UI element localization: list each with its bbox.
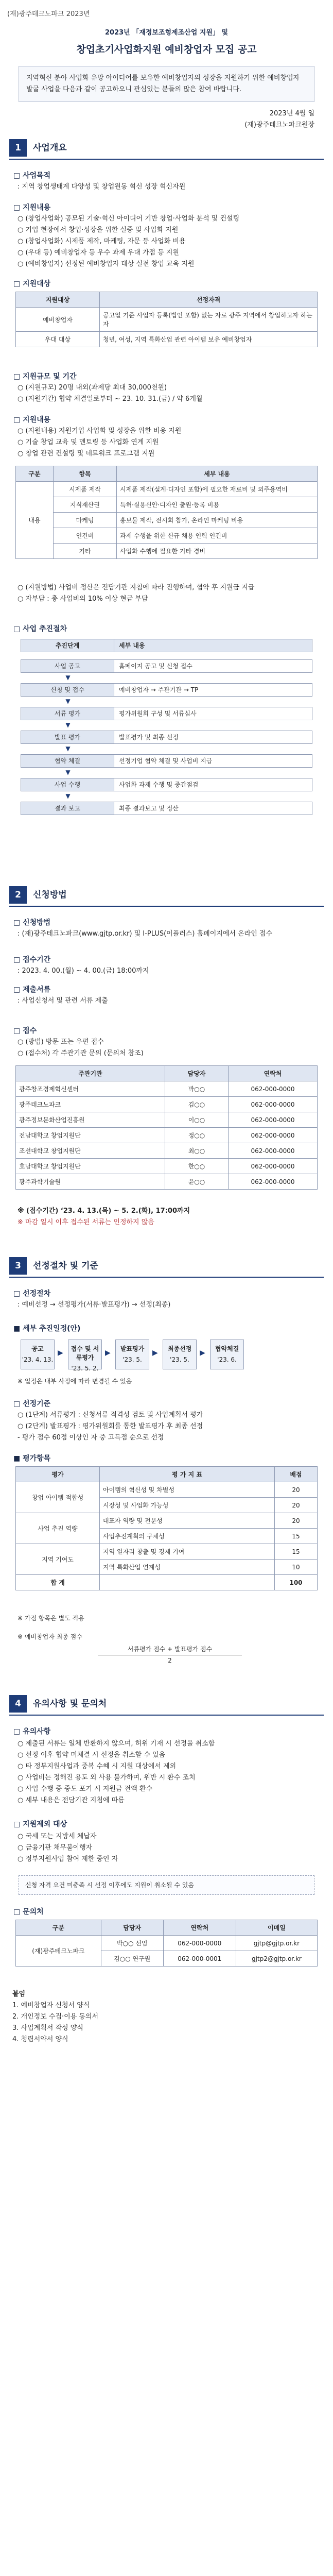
detail-line: ○ 창업 관련 컨설팅 및 네트워크 프로그램 지원 [17,450,155,457]
table-cell: 062-000-0000 [229,1174,318,1190]
table-cell: 광주테크노파크 [16,1097,165,1112]
criteria-line: - 평가 점수 60점 이상인 자 중 고득점 순으로 선정 [17,1434,164,1442]
method-text: : (재)광주테크노파크(www.gjtp.or.kr) 및 I-PLUS(이플러스) 홈페이지에서 온라인 접수 [17,930,273,938]
table-cell: 지역 특화산업 연계성 [100,1560,275,1575]
contact-line: ○ (접수처) 각 주관기관 문의 (문의처 참조) [17,1049,144,1057]
support-label: □ 지원내용 [13,204,51,212]
table-cell: 시장성 및 사업화 가능성 [100,1498,275,1513]
table-row [16,332,318,347]
section-number: 4 [9,1695,27,1713]
intro-text: 지역혁신 분야 사업화 유망 아이디어를 보유한 예비창업자의 성장을 지원하기 위한 예비창업자 발굴 사업을 다음과 같이 공고하오니 관심있는 분들의 많은 참여 바랍니다. [26,74,300,93]
notice-line: ○ 제출된 서류는 일체 반환하지 않으며, 허위 기재 시 선정을 취소함 [17,1740,215,1748]
detail-label: □ 지원내용 [13,416,51,424]
detail-line: ○ (지원내용) 지원기업 사업화 및 성장을 위한 비용 지원 [17,427,182,435]
schedule-step [210,1340,244,1369]
scale-line: ○ (지원기간) 협약 체결일로부터 ~ 23. 10. 31.(금) / 약 6개월 [17,395,203,403]
notice-line: ○ 사업 수행 중 중도 포기 시 지원금 전액 환수 [17,1785,153,1793]
table-row [16,1936,318,1951]
table-cell: 윤○○ [165,1174,229,1190]
table-cell: 조선대학교 창업지원단 [16,1143,165,1159]
scale-list [17,382,313,405]
schedule-step-date: '23. 5. [122,1356,142,1363]
notice-line: ○ 선정 이후 협약 미체결 시 선정을 취소할 수 있음 [17,1751,166,1759]
schedule-step [21,1340,55,1369]
table-cell: (재)광주테크노파크 [16,1936,101,1967]
table-cell: 20 [275,1498,318,1513]
table-cell: 청년, 여성, 지역 특화산업 관련 아이템 보유 예비창업자 [100,332,318,347]
table-cell: 지식재산권 [54,497,117,513]
scale-line: ○ (지원규모) 20명 내외(과제당 최대 30,000천원) [17,384,167,392]
table-cell: 과제 수행을 위한 신규 채용 인력 인건비 [117,528,318,544]
section-divider [9,1277,324,1278]
table-cell: 김○○ 연구원 [101,1951,163,1967]
note-box-text: 신청 자격 요건 미충족 시 선정 이후에도 지원이 취소될 수 있음 [25,1882,194,1889]
table-cell: 기타 [54,544,117,559]
table-cell: 창업 아이템 적합성 [16,1482,100,1513]
purpose-text: : 지역 창업생태계 다양성 및 창업원동 혁신 성장 혁신자원 [17,183,186,191]
support-line: ○ (우대 등) 예비창업자 등 우수 과제 우대 가점 등 지원 [17,249,179,257]
flow-header-step: 추진단계 [21,639,114,652]
intro-box [19,66,314,102]
criteria-label: □ 선정기준 [13,1400,51,1408]
table-row [16,482,318,497]
support-list [17,213,313,270]
contact-list [17,1037,313,1059]
docs-label: □ 제출서류 [13,986,51,994]
table-cell: 지역 기여도 [16,1544,100,1575]
flow-step-detail: 평가위원회 구성 및 서류심사 [119,710,197,717]
table-header-cell: 배점 [275,1467,318,1482]
docs-text: : 사업신청서 및 관련 서류 제출 [17,997,108,1005]
flow-step [21,731,312,744]
right-arrow-icon: ▶ [58,1349,63,1357]
table-cell[interactable]: gjtp2@gjtp.or.kr [236,1951,317,1967]
support-line: ○ (예비창업자) 선정된 예비창업자 대상 실전 창업 교육 지원 [17,260,195,268]
exclude-line: ○ 금융기관 채무불이행자 [17,1844,93,1852]
flow-header [21,639,312,652]
criteria-list [17,1410,313,1444]
section-title: 선정절차 및 기준 [33,1261,98,1271]
table-cell: 홍보물 제작, 전시회 참가, 온라인 마케팅 비용 [117,513,318,528]
table-cell: 이○○ [165,1112,229,1128]
schedule-step-title: 발표평가 [120,1345,145,1352]
schedule-step [163,1340,197,1369]
eval-label: ■ 평가항목 [13,1454,51,1463]
section-header-3 [9,1257,324,1275]
table-cell: 사업화 수행에 필요한 기타 경비 [117,544,318,559]
cost-table [15,466,318,559]
table-cell: 062-000-0000 [229,1081,318,1097]
cost-notes [17,582,313,605]
flow-step [21,778,312,791]
notice-list [17,1738,313,1806]
table-cell: 공고일 기준 사업자 등록(법인 포함) 없는 자로 광주 지역에서 창업하고자 하는 자 [100,308,318,332]
section-header-2 [9,886,324,904]
method-label: □ 신청방법 [13,919,51,927]
contact-line: ○ (방법) 방문 또는 우편 접수 [17,1038,104,1046]
table-header-cell: 구분 [16,1920,101,1936]
exclude-label: □ 지원제외 대상 [13,1820,67,1828]
schedule-step-title: 접수 및 서류평가 [71,1345,99,1361]
table-cell: 광주창조경제혁신센터 [16,1081,165,1097]
section-header-1 [9,139,324,157]
flow-step-detail: 발표평가 및 최종 선정 [119,734,179,741]
section-number: 2 [9,886,27,904]
score-formula [77,1645,262,1664]
note-box [19,1875,314,1895]
score-formula-label: ※ 예비창업자 최종 점수 [17,1633,82,1640]
down-arrow-icon: ▼ [65,769,71,776]
flow-step-title: 결과 보고 [21,802,114,815]
intro-signer: (재)광주테크노파크원장 [244,121,314,129]
table-header-row [16,1066,318,1081]
table-row [16,1097,318,1112]
exclude-line: ○ 정부지원사업 참여 제한 중인 자 [17,1855,118,1863]
table-header-cell: 주관기관 [16,1066,165,1081]
table-header-cell: 평가 [16,1467,100,1482]
table-cell: 20 [275,1513,318,1529]
table-header-cell: 선정자격 [100,292,318,308]
detail-line: ○ 기술 창업 교육 및 멘토링 등 사업화 연계 지원 [17,438,159,446]
down-arrow-icon: ▼ [65,721,71,728]
table-cell: 10 [275,1560,318,1575]
table-cell: 예비창업자 [16,308,100,332]
scale-label: □ 지원규모 및 기간 [13,372,77,381]
table-cell [100,1575,275,1590]
table-cell: 박○○ [165,1081,229,1097]
support-line: ○ (창업사업화) 시제품 제작, 마케팅, 자문 등 사업화 비용 [17,238,186,245]
flow-step [21,707,312,720]
attachment-item: 3. 사업계획서 작성 양식 [12,2024,83,2032]
deadline-note: ※ 마감 일시 이후 접수된 서류는 인정하지 않음 [17,1218,154,1226]
section-divider [9,906,324,907]
notice-line: ○ 사업비는 정해진 용도 외 사용 불가하며, 위반 시 환수 조치 [17,1774,196,1782]
notice-label: □ 유의사항 [13,1727,51,1736]
proc-label: □ 선정절차 [13,1290,51,1298]
table-cell: 한○○ [165,1159,229,1174]
table-cell: 062-000-0001 [163,1951,236,1967]
table-row [16,1544,318,1560]
purpose-label: □ 사업목적 [13,172,51,180]
table-cell: 15 [275,1544,318,1560]
flow-step-title: 발표 평가 [21,731,114,743]
table-row [16,308,318,332]
table-cell: 062-000-0000 [229,1112,318,1128]
table-cell: 합 계 [16,1575,100,1590]
flow-step [21,754,312,768]
flow-step-detail: 최종 결과보고 및 정산 [119,805,179,812]
flow-step [21,802,312,815]
criteria-line: ○ (1단계) 서류평가 : 신청서류 적격성 검토 및 사업계획서 평가 [17,1411,203,1419]
table-cell: 아이템의 혁신성 및 차별성 [100,1482,275,1498]
schedule-step-date: '23. 5. [170,1356,189,1363]
flow-step [21,683,312,697]
right-arrow-icon: ▶ [200,1349,205,1357]
schedule-step-date: '23. 6. [217,1356,237,1363]
down-arrow-icon: ▼ [65,792,71,800]
attachments [12,1989,321,2045]
table-row [16,1128,318,1143]
intro-sign [19,108,314,131]
table-row [16,1081,318,1097]
header-org: (재)광주테크노파크 2023년 [7,10,90,18]
table-cell: 특허·실용신안·디자인 출원·등록 비용 [117,497,318,513]
flow-step-detail: 홈페이지 공고 및 신청 접수 [119,663,192,670]
table-header-cell: 항목 [54,466,117,482]
support-line: ○ (창업사업화) 공모된 기술·혁신 아이디어 기반 창업·사업화 분석 및 컨설팅 [17,215,240,223]
cost-note: ○ (지원방법) 사업비 정산은 전담기관 지침에 따라 진행하며, 협약 후 지원금 지급 [17,584,255,591]
score-numerator: 서류평가 점수 + 발표평가 점수 [127,1646,213,1653]
table-row [16,1112,318,1128]
schedule-label: ■ 세부 추진일정(안) [13,1325,81,1333]
schedule-step [68,1340,102,1372]
down-arrow-icon: ▼ [65,745,71,752]
table-cell: 전남대학교 창업지원단 [16,1128,165,1143]
notice-line: ○ 세부 내용은 전담기관 지침에 따름 [17,1797,125,1804]
table-cell: 내용 [16,482,54,559]
attachment-item: 1. 예비창업자 신청서 양식 [12,2002,90,2009]
table-cell: 마케팅 [54,513,117,528]
table-header-row [16,466,318,482]
proc-text: : 예비선정 → 선정평가(서류·발표평가) → 선정(최종) [17,1301,171,1309]
table-cell: 광주과학기술원 [16,1174,165,1190]
flow-header-detail: 세부 내용 [119,642,145,649]
table-header-cell: 담당자 [165,1066,229,1081]
table-header-cell: 이메일 [236,1920,317,1936]
support-line: ○ 기업 현장에서 창업·성장을 위한 실증 및 사업화 지원 [17,226,179,234]
schedule-note: ※ 일정은 내부 사정에 따라 변경될 수 있음 [17,1378,132,1385]
deadline-block [17,1206,313,1228]
table-row [16,1143,318,1159]
schedule-step-title: 협약체결 [215,1345,239,1352]
table-cell: 박○○ 선임 [101,1936,163,1951]
score-denominator: 2 [168,1657,172,1664]
cost-note: ○ 자부담 : 총 사업비의 10% 이상 현금 부담 [17,595,148,603]
section-header-4 [9,1695,324,1713]
table-cell: 인건비 [54,528,117,544]
attachment-item: 4. 청렴서약서 양식 [12,2036,68,2043]
attachment-item: 2. 개인정보 수집·이용 동의서 [12,2013,99,2021]
detail-list [17,426,313,460]
flow-step-title: 협약 체결 [21,755,114,767]
table-header-cell: 지원대상 [16,292,100,308]
eval-note: ※ 가점 항목은 별도 적용 [17,1615,84,1622]
table-header-row [16,292,318,308]
period-label: □ 접수기간 [13,956,51,964]
table-cell: 호남대학교 창업지원단 [16,1159,165,1174]
table-row [16,1575,318,1590]
table-cell: 062-000-0000 [229,1097,318,1112]
flow-step [21,659,312,673]
table-cell: 15 [275,1529,318,1544]
title-year: 2023년 「재정보조형제조산업 지원」 및 [104,29,228,37]
down-arrow-icon: ▼ [65,698,71,705]
contact-label: □ 접수 [13,1027,37,1035]
schedule-step-title: 최종선정 [167,1345,192,1352]
table-row [16,528,318,544]
table-cell: 광주정보문화산업진흥원 [16,1112,165,1128]
table-cell: 사업추진계획의 구체성 [100,1529,275,1544]
right-arrow-icon: ▶ [105,1349,111,1357]
section-number: 1 [9,139,27,157]
page-title: 창업초기사업화지원 예비창업자 모집 공고 [76,44,257,55]
exclude-line: ○ 국세 또는 지방세 체납자 [17,1833,97,1840]
table-cell: 대표자 역량 및 전문성 [100,1513,275,1529]
table-cell: 정○○ [165,1128,229,1143]
schedule-step-date: '23. 5. 2. [71,1365,99,1372]
flow-step-title: 서류 평가 [21,707,114,720]
table-header-cell: 담당자 [101,1920,163,1936]
org-table [15,1065,318,1190]
section-divider [9,1715,324,1716]
section-title: 사업개요 [33,143,67,153]
table-cell: 사업 추진 역량 [16,1513,100,1544]
table-cell: 062-000-0000 [229,1143,318,1159]
table-row [16,1513,318,1529]
flow-label: □ 사업 추진절차 [13,625,67,633]
title-block [12,27,321,56]
table-cell: 김○○ [165,1097,229,1112]
attachments-label: 붙임 [12,1990,26,1998]
table-cell: 시제품 제작(설계·디자인 포함)에 필요한 재료비 및 외주용역비 [117,482,318,497]
table-row [16,1482,318,1498]
table-row [16,1159,318,1174]
eval-table [15,1466,318,1590]
section-title: 유의사항 및 문의처 [33,1699,107,1709]
flow-step-detail: 선정기업 협약 체결 및 사업비 지급 [119,757,213,765]
intro-date: 2023년 4월 일 [269,110,314,117]
flow-step-detail: 예비창업자 → 주관기관 → TP [119,686,199,693]
section-title: 신청방법 [33,890,67,900]
table-row [16,1174,318,1190]
table-header-cell: 평 가 지 표 [100,1467,275,1482]
target-table [15,292,318,347]
target-label: □ 지원대상 [13,280,51,288]
schedule-step-date: '23. 4. 13. [22,1356,54,1363]
flow-step-title: 신청 및 접수 [21,684,114,696]
table-cell: 062-000-0000 [229,1159,318,1174]
down-arrow-icon: ▼ [65,674,71,681]
exclude-list [17,1831,313,1865]
flow-step-title: 사업 수행 [21,778,114,791]
table-cell: 062-000-0000 [229,1128,318,1143]
section-divider [9,159,324,160]
table-cell[interactable]: gjtp@gjtp.or.kr [236,1936,317,1951]
inquiry-label: □ 문의처 [13,1908,44,1916]
table-row [16,497,318,513]
table-cell: 20 [275,1482,318,1498]
table-header-cell: 구분 [16,466,54,482]
criteria-line: ○ (2단계) 발표평가 : 평가위원회를 통한 발표평가 후 최종 선정 [17,1422,203,1430]
table-cell: 100 [275,1575,318,1590]
table-header-cell: 연락처 [163,1920,236,1936]
table-row [16,513,318,528]
section-number: 3 [9,1257,27,1275]
notice-line: ○ 타 정부지원사업과 중복 수혜 시 지원 대상에서 제외 [17,1762,177,1770]
right-arrow-icon: ▶ [152,1349,158,1357]
table-header-row [16,1920,318,1936]
table-header-cell: 연락처 [229,1066,318,1081]
table-cell: 062-000-0000 [163,1936,236,1951]
flow-step-detail: 사업화 과제 수행 및 중간점검 [119,781,199,788]
table-header-cell: 세부 내용 [117,466,318,482]
schedule-step-title: 공고 [31,1345,44,1352]
table-header-row [16,1467,318,1482]
table-cell: 지역 일자리 창출 및 경제 기여 [100,1544,275,1560]
schedule-step [115,1340,149,1369]
flow-step-title: 사업 공고 [21,660,114,672]
table-cell: 우대 대상 [16,332,100,347]
table-cell: 최○○ [165,1143,229,1159]
deadline-text: ※ (접수기간) ‘23. 4. 13.(목) ~ 5. 2.(화), 17:00까지 [17,1207,190,1215]
period-text: : 2023. 4. 00.(월) ~ 4. 00.(금) 18:00까지 [17,967,149,975]
inquiry-table [15,1920,318,1967]
table-cell: 시제품 제작 [54,482,117,497]
table-row [16,544,318,559]
